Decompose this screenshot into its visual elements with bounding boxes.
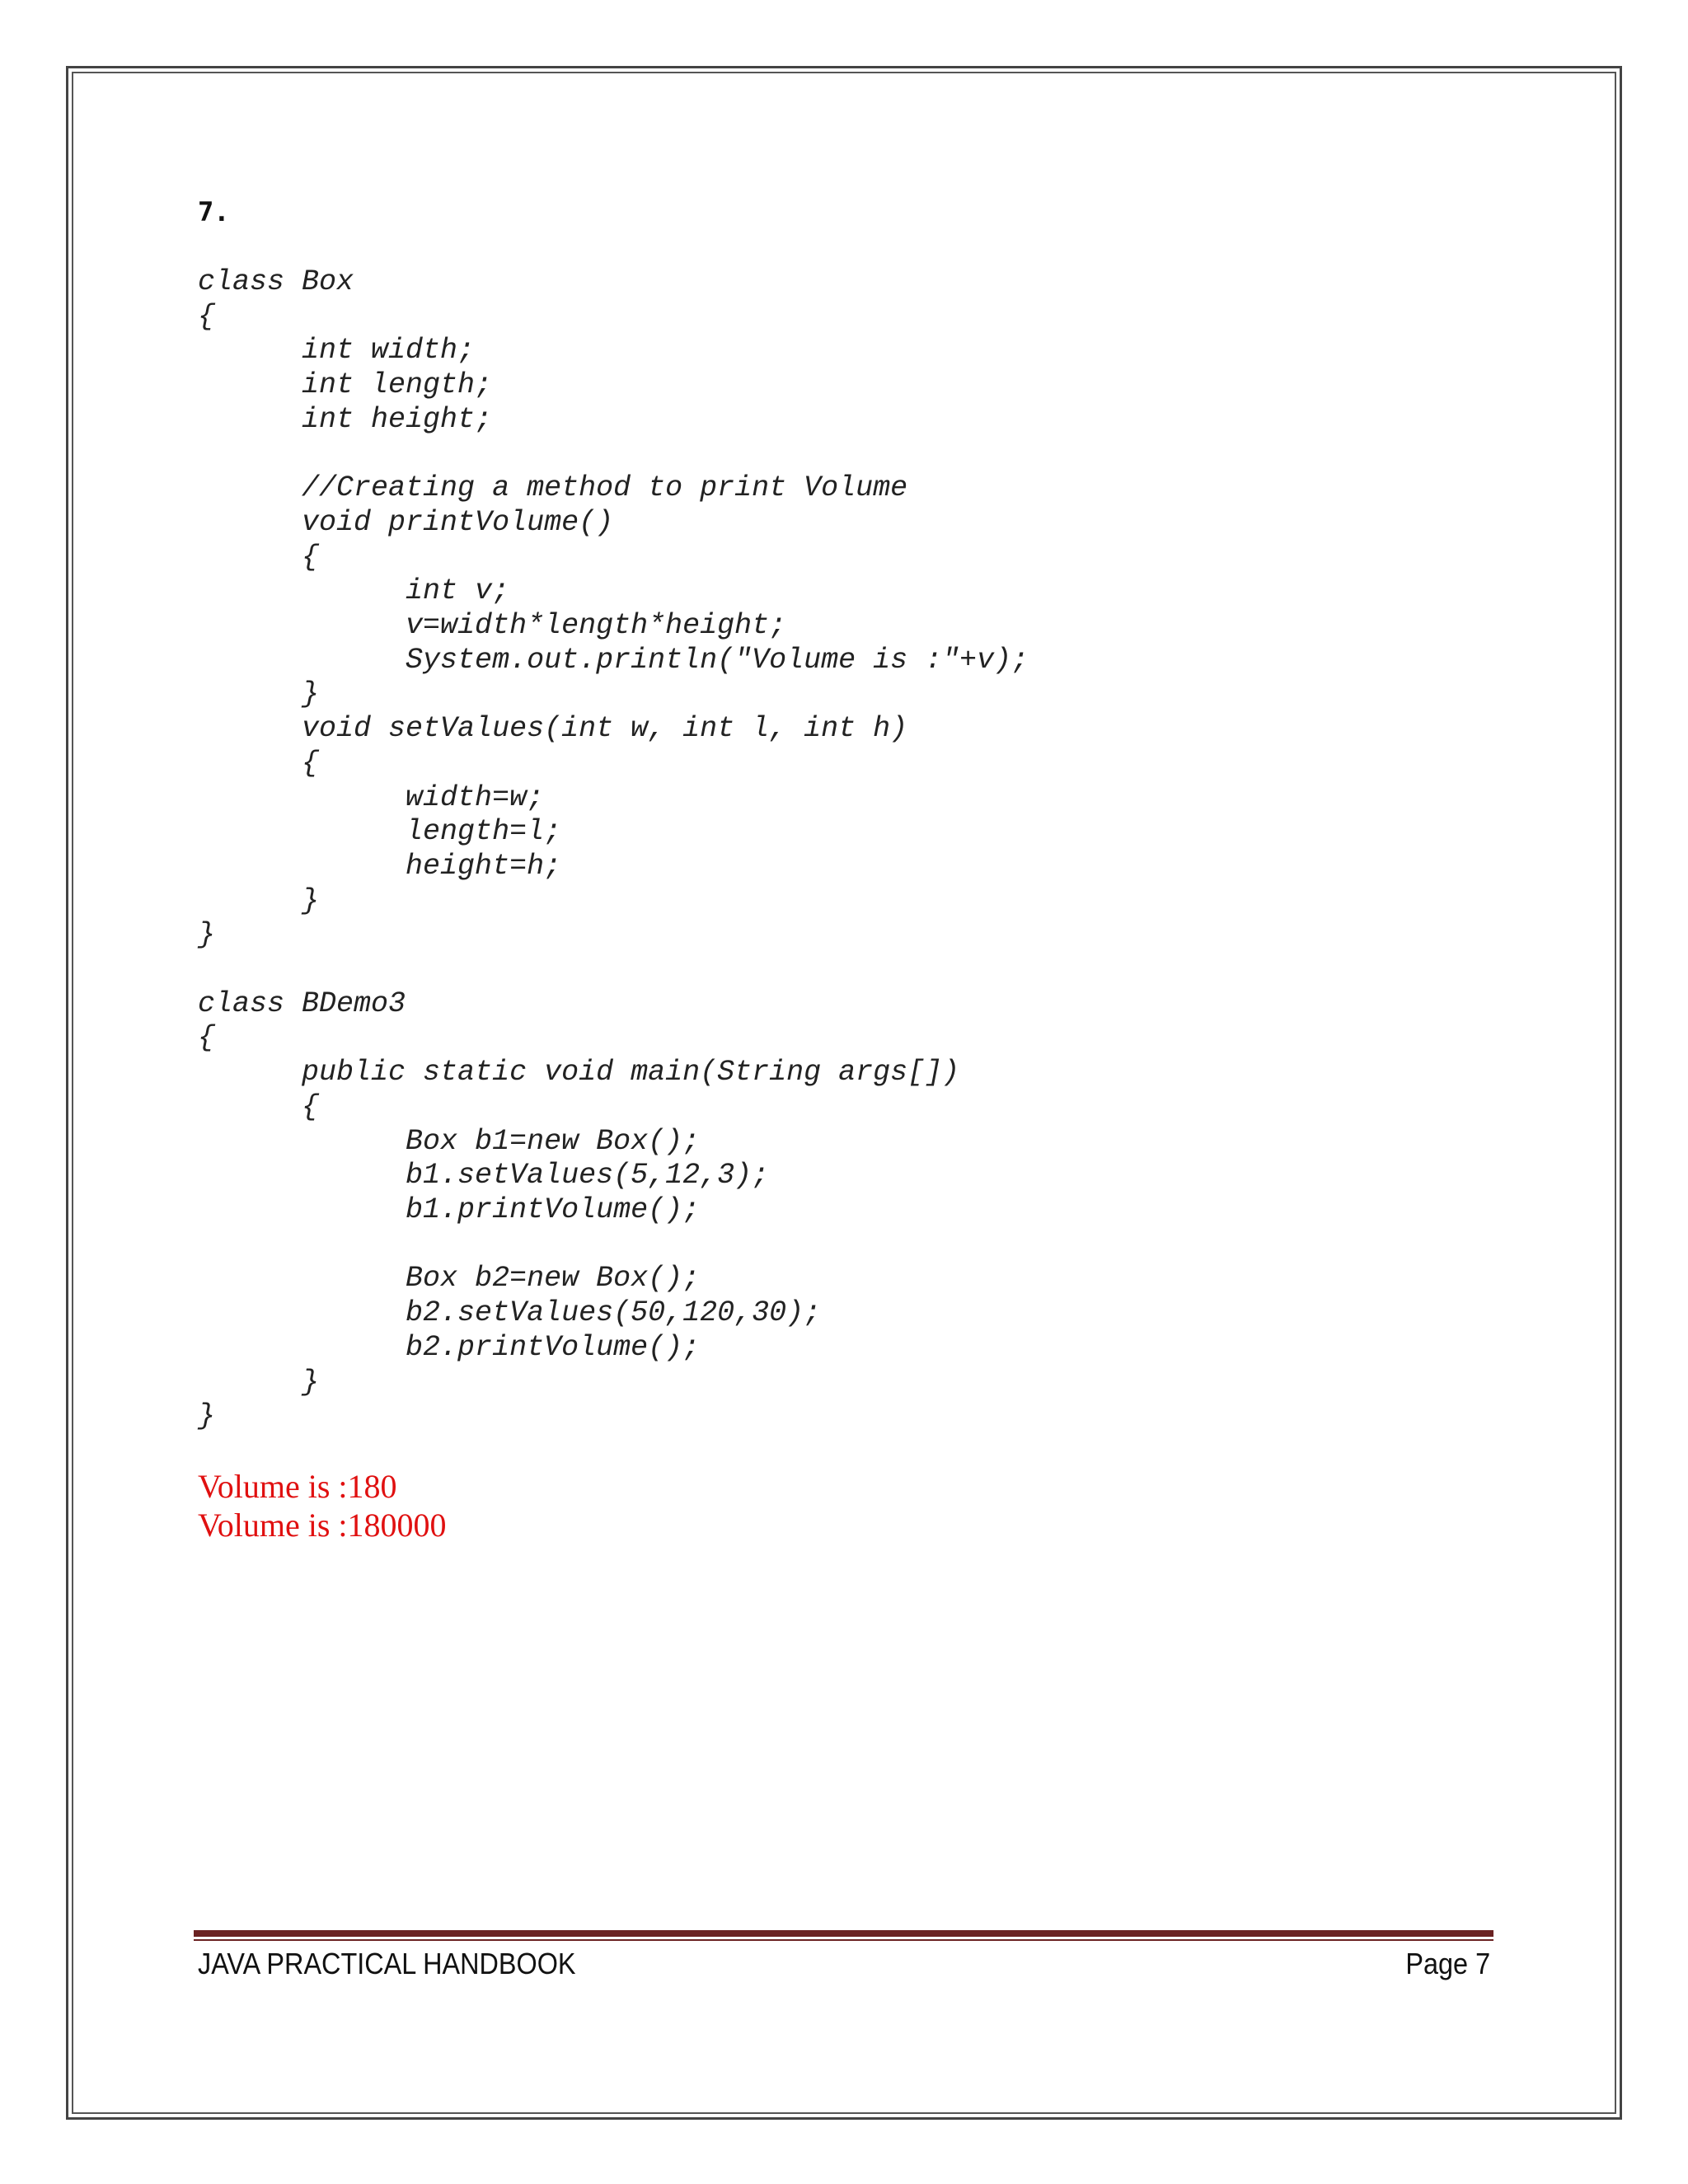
output-line-1: Volume is :180 xyxy=(198,1468,397,1505)
exercise-number: 7. xyxy=(198,196,230,227)
footer-title: JAVA PRACTICAL HANDBOOK xyxy=(198,1947,576,1980)
output-line-2: Volume is :180000 xyxy=(198,1507,447,1544)
footer-rule xyxy=(194,1930,1493,1937)
footer-page-number: Page 7 xyxy=(1405,1947,1490,1980)
program-output xyxy=(198,1467,447,1544)
footer-rule-thin xyxy=(194,1939,1493,1941)
code-listing: class Box { int width; int length; int height; //Creating a method to print Volume void printVolume() { int v; v=width*length*height; System.out.println("Volume is :"+v); } void setValues(int w, int l, int h) { width=w; length=l; height=h; } } class BDemo3 { public static void main(String args[]) { Box b1=new Box(); b1.setValues(5,12,3); b1.printVolume(); Box b2=new Box(); b2.setValues(50,120,30); b2.printVolume(); } } xyxy=(198,265,1029,1433)
